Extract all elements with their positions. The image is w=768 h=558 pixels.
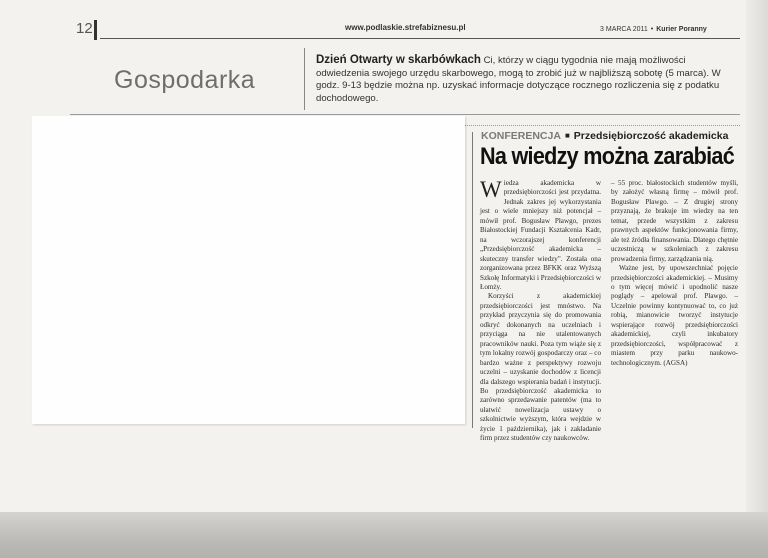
- scan-background-bottom: [0, 512, 768, 558]
- drop-cap: W: [480, 177, 502, 202]
- page-number-bar: [94, 20, 97, 40]
- section-title: Gospodarka: [114, 66, 256, 94]
- page-number: 12: [76, 20, 93, 37]
- article-paragraph: [480, 179, 601, 292]
- teaser-rule: [70, 114, 740, 115]
- blank-paper-overlay: [32, 116, 465, 424]
- article-text: iedza akademicka w przedsiębiorczości jest przydatna. Jednak zakres jej wykorzystania jest o wiele mniejszy niż potencjał – mówił prof. Bogusław Pławgo, prezes Białostockiej Fundacji Kształcenia Kadr, na wczorajszej konferencji „Przedsiębiorczość akademicka – skuteczny transfer wiedzy". Została ona zorganizowana przez BFKK oraz Wyższą Szkołę Informatyki i Przedsiębiorczości w Łomży.: [480, 179, 601, 291]
- kicker-separator: ■: [564, 131, 570, 140]
- article-headline: Na wiedzy można zarabiać: [480, 143, 735, 170]
- article-kicker: [481, 130, 728, 142]
- issue-date-year: 2011: [632, 26, 648, 33]
- issue-date-separator: •: [650, 26, 654, 33]
- column-divider: [472, 132, 473, 428]
- teaser-headline: Dzień Otwarty w skarbówkach: [316, 54, 481, 66]
- article-column-2: [611, 179, 738, 368]
- article-paragraph: Ważne jest, by upowszechniać pojęcie przedsiębiorczości akademickiej. – Musimy o tym więcej mówić i upodnolić nasze poglądy – apelował prof. Pławgo. – Uczelnie powinny kontynuować to, co już robią, mianowicie tworzyć instytucje wspierające rozwój przedsiębiorczości akademickiej, czyli inkubatory przedsiębiorczości, współpracować z miastem przy parku naukowo-technologicznym. (AGSA): [611, 264, 738, 367]
- header-website: www.podlaskie.strefabiznesu.pl: [345, 23, 466, 32]
- article-paragraph: – 55 proc. białostockich studentów myśli, by założyć własną firmę – mówił prof. Bogusław Pławgo. – Z drugiej strony przyznają, że brakuje im wiedzy na ten temat, przede wszystkim z zakresu prawnych aspektów funkcjonowania firmy, ale też źródła finansowania. Dlatego chętnie uczestniczą w szkoleniach z zakresu prowadzenia firmy, zarządzania nią.: [611, 179, 738, 263]
- header-rule: [100, 38, 740, 39]
- newspaper-name: Kurier Poranny: [656, 26, 707, 33]
- kicker-topic: Przedsiębiorczość akademicka: [573, 130, 729, 142]
- article-paragraph: Korzyści z akademickiej przedsiębiorczości jest mnóstwo. Na przykład przyczynia się do promowania odkryć dokonanych na uczelniach i przyciąga na nie utalentowanych pracowników nauki. Poza tym wiąże się z tym lokalny rozwój gospodarczy oraz – co bardzo ważne z perspektywy rozwoju uczelni – uzyskanie dochodów z licencji dla dalszego wspierania badań i instytucji. Bo przedsiębiorczość akademicka to zarówno sprzedawanie patentów (ma to ułatwić nowelizacja ustawy o szkolnictwie wyższym, która wejdzie w życie 1 października), jak i zakładanie firm przez studentów czy naukowców.: [480, 292, 601, 443]
- scan-background-right: [746, 0, 768, 512]
- issue-date-month: MARCA: [605, 26, 631, 33]
- teaser-body: Ci, którzy w ciągu tygodnia nie mają możliwości odwiedzenia swojego urzędu skarbowego, mogą to zrobić już w najbliższą sobotę (5 marca). W godz. 9-13 będzie można np. uzyskać informacje dotyczące rocznego rozliczenia się z podatku dochodowego.: [316, 55, 721, 104]
- issue-date: [600, 26, 707, 33]
- kicker-tag: KONFERENCJA: [481, 130, 561, 142]
- issue-date-day: 3: [600, 26, 604, 33]
- teaser: [316, 54, 736, 105]
- article-column-1: [480, 179, 601, 444]
